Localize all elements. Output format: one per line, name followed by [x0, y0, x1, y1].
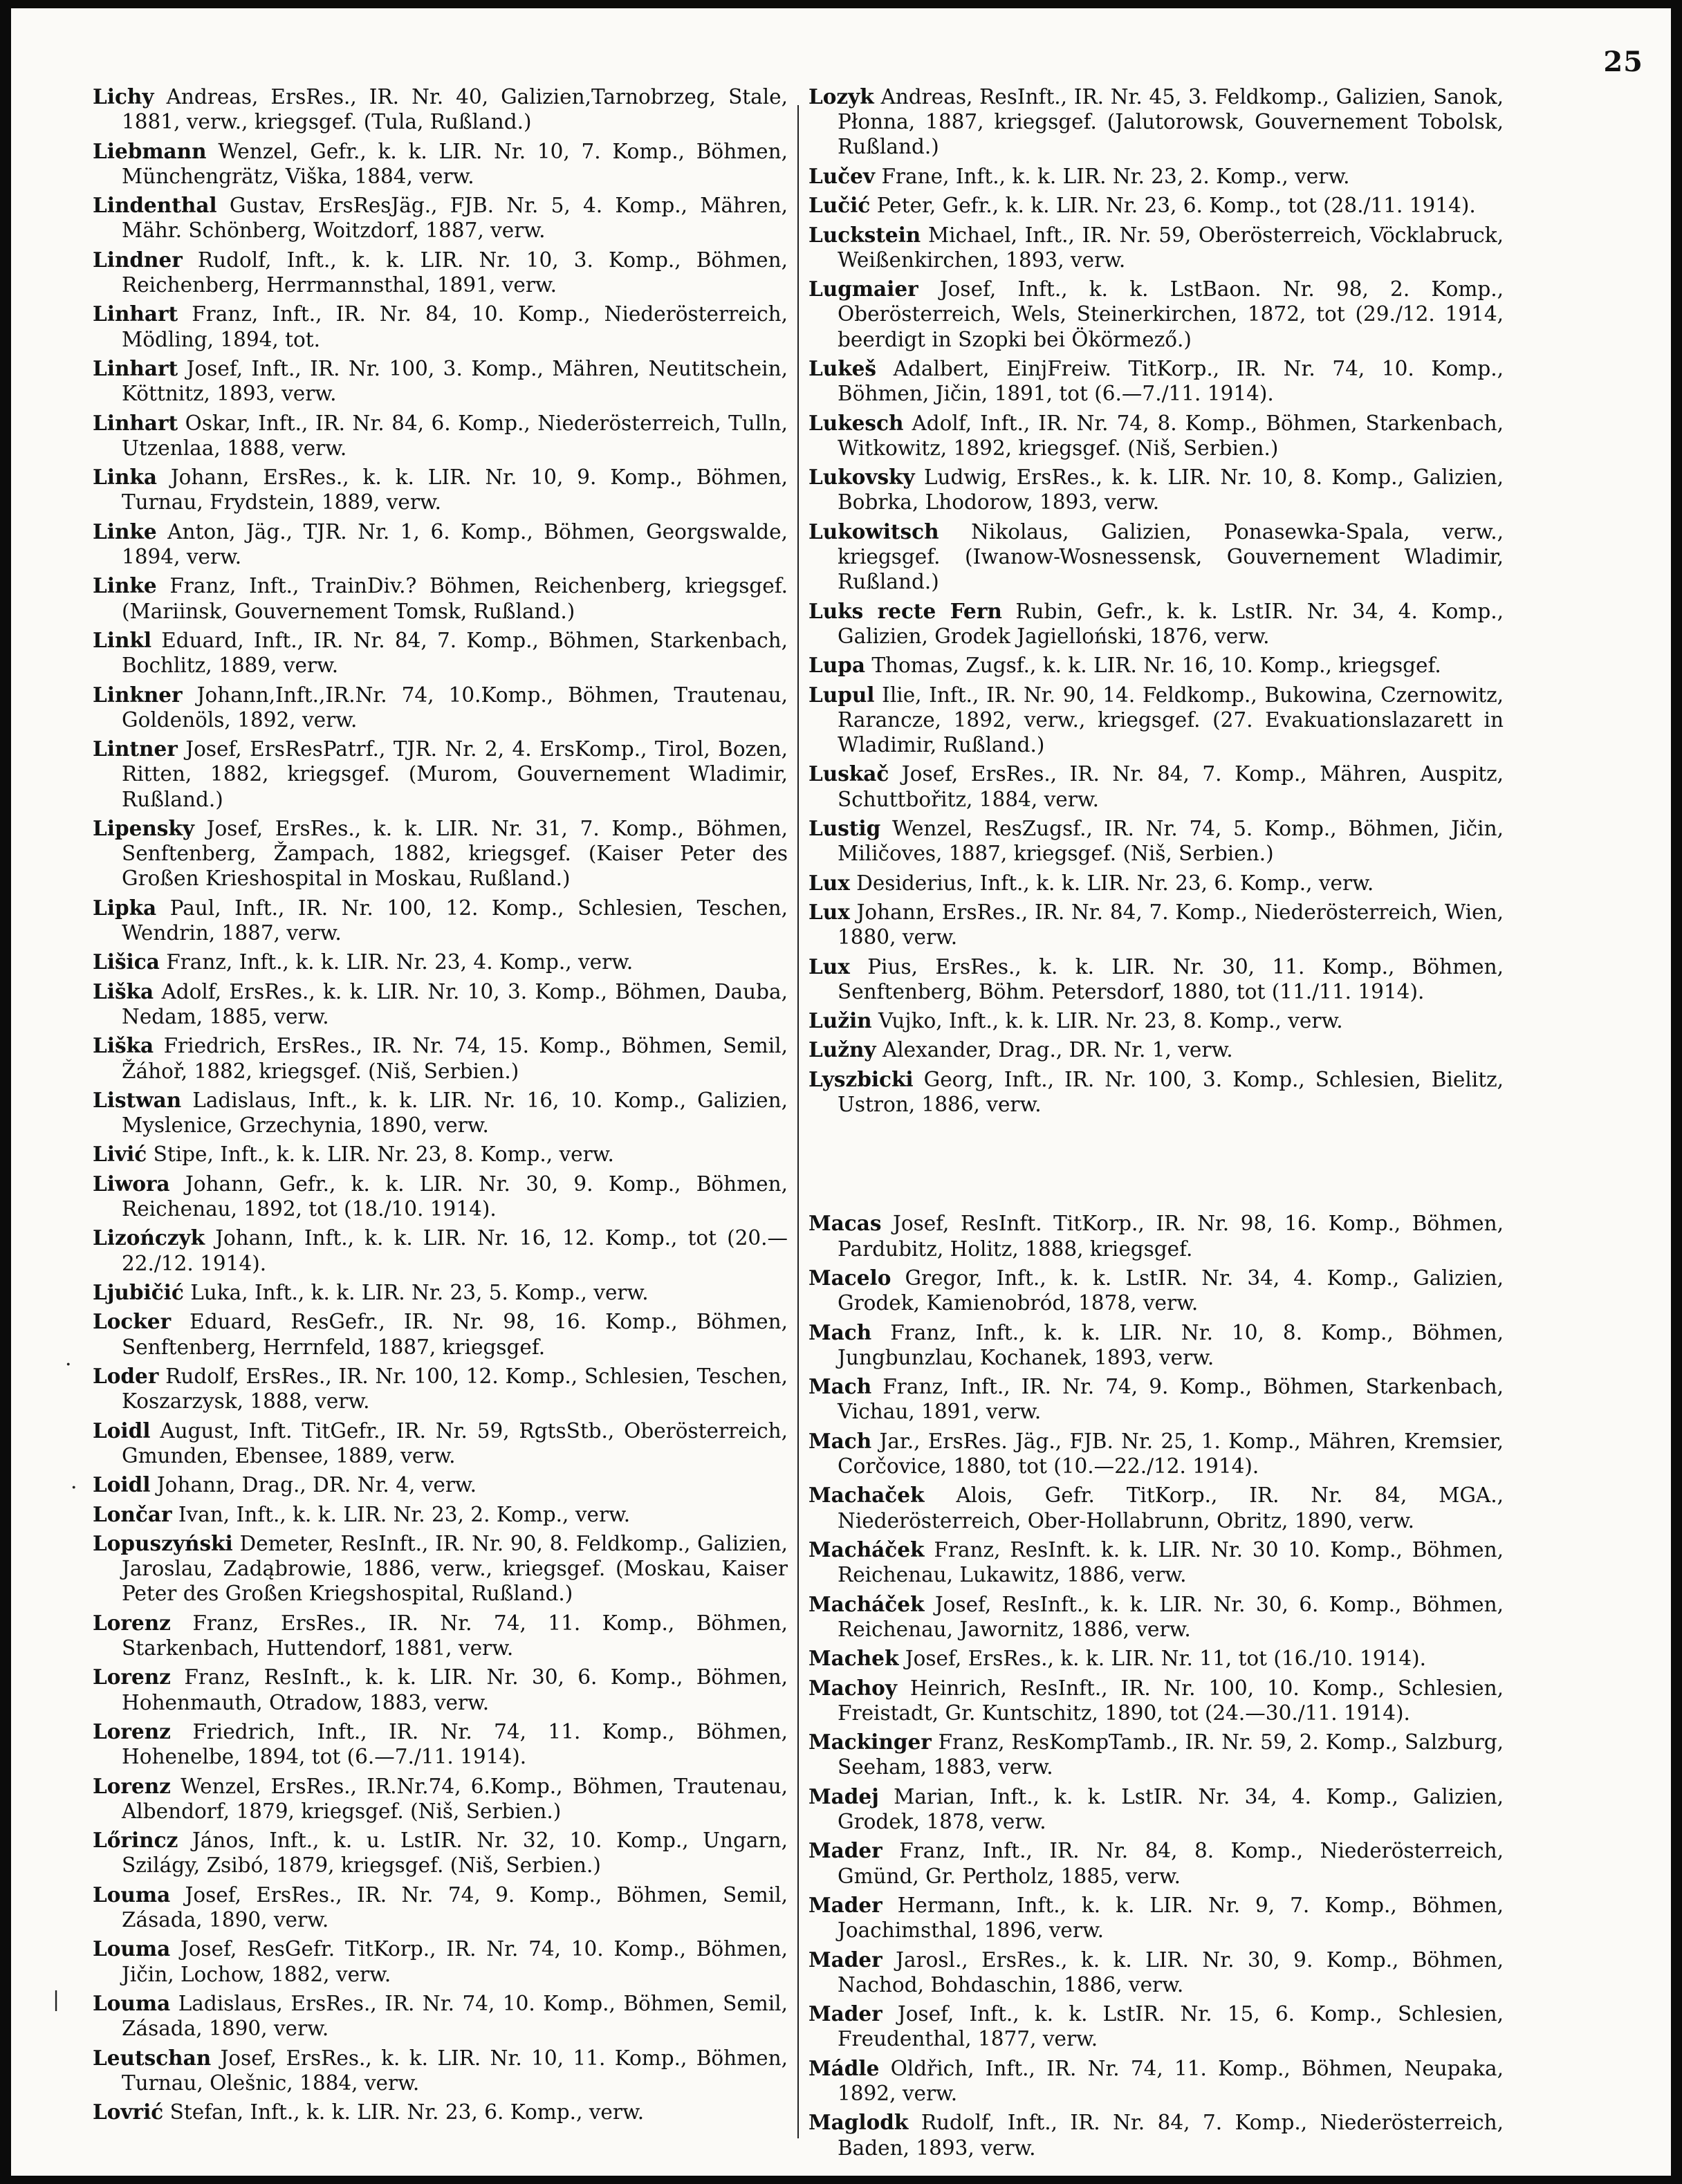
entry-details: Jarosl., ErsRes., k. k. LIR. Nr. 30, 9. Komp., Böhmen, Nachod, Bohdaschin, 1886, verw. [838, 1947, 1504, 1997]
entry-details: Frane, Inft., k. k. LIR. Nr. 23, 2. Komp., verw. [881, 164, 1350, 188]
entry-details: Desiderius, Inft., k. k. LIR. Nr. 23, 6. Komp., verw. [856, 871, 1374, 895]
register-entry [93, 573, 788, 623]
register-entry [808, 1037, 1504, 1062]
entry-surname: Lukovsky [808, 465, 915, 490]
entry-surname: Liwora [93, 1171, 170, 1196]
entry-surname: Mackinger [808, 1730, 932, 1755]
register-entry [93, 1142, 788, 1167]
entry-details: Gregor, Inft., k. k. LstIR. Nr. 34, 4. Komp., Galizien, Grodek, Kamienobród, 1878, verw. [838, 1266, 1504, 1315]
entry-details: Anton, Jäg., TJR. Nr. 1, 6. Komp., Böhmen, Georgswalde, 1894, verw. [122, 519, 788, 568]
entry-surname: Linhart [93, 355, 178, 380]
entry-details: Pius, ErsRes., k. k. LIR. Nr. 30, 11. Komp., Böhmen, Senftenberg, Böhm. Petersdorf, 1880, tot (11./11. 1914). [838, 954, 1504, 1003]
entry-surname: Macas [808, 1211, 882, 1236]
register-entry [93, 356, 788, 406]
register-entry [808, 1838, 1504, 1888]
entry-surname: Lovrić [93, 2100, 164, 2125]
entry-surname: Lipka [93, 895, 157, 920]
entry-details: Gustav, ErsResJäg., FJB. Nr. 5, 4. Komp., Mähren, Mähr. Schönberg, Woitzdorf, 1887, verw. [122, 194, 788, 243]
entry-surname: Lupul [808, 682, 875, 707]
entry-surname: Louma [93, 1882, 171, 1907]
entry-details: Franz, ResInft. k. k. LIR. Nr. 30 10. Komp., Böhmen, Reichenau, Lukawitz, 1886, verw. [838, 1538, 1504, 1587]
entry-details: Franz, ErsRes., IR. Nr. 74, 11. Komp., Böhmen, Starkenbach, Huttendorf, 1881, verw. [122, 1611, 788, 1660]
entry-surname: Lorenz [93, 1719, 171, 1743]
register-entry [93, 1719, 788, 1769]
entry-surname: Lux [808, 870, 850, 895]
entry-details: Hermann, Inft., k. k. LIR. Nr. 9, 7. Komp., Böhmen, Joachimsthal, 1896, verw. [838, 1893, 1504, 1943]
register-entry [808, 2110, 1504, 2160]
entry-details: Oskar, Inft., IR. Nr. 84, 6. Komp., Niederösterreich, Tulln, Utzenlaa, 1888, verw. [122, 411, 788, 460]
entry-details: Franz, Inft., IR. Nr. 74, 9. Komp., Böhmen, Starkenbach, Vichau, 1891, verw. [838, 1375, 1504, 1424]
entry-surname: Lux [808, 954, 850, 979]
entry-surname: Lugmaier [808, 277, 918, 302]
entry-details: Josef, Inft., k. k. LstBaon. Nr. 98, 2. Komp., Oberösterreich, Wels, Steinerkirchen, 1872, tot (29./12. 1914, beerdigt in Szopki bei Ökörmező.) [838, 277, 1504, 351]
entry-details: Josef, Inft., IR. Nr. 100, 3. Komp., Mähren, Neutitschein, Köttnitz, 1893, verw. [122, 356, 788, 406]
register-entry [808, 84, 1504, 160]
entry-details: Paul, Inft., IR. Nr. 100, 12. Komp., Schlesien, Teschen, Wendrin, 1887, verw. [122, 896, 788, 945]
entry-surname: Locker [93, 1309, 172, 1334]
register-entry [93, 193, 788, 243]
entry-details: Alois, Gefr. TitKorp., IR. Nr. 84, MGA., Niederösterreich, Ober-Hollabrunn, Obritz, 1890, verw. [838, 1483, 1504, 1533]
register-entry [808, 356, 1504, 406]
entry-surname: Macháček [808, 1537, 925, 1562]
register-entry [93, 1936, 788, 1986]
entry-details: Wenzel, ResZugsf., IR. Nr. 74, 5. Komp., Böhmen, Jičin, Miličoves, 1887, kriegsgef. (Niš, Serbien.) [838, 816, 1504, 866]
entry-surname: Lukesch [808, 410, 904, 435]
register-entry [808, 1008, 1504, 1033]
entry-details: Demeter, ResInft., IR. Nr. 90, 8. Feldkomp., Galizien, Jaroslau, Zadąbrowie, 1886, verw., kriegsgef. (Moskau, Kaiser Peter des Großen Kriegshospital, Rußland.) [122, 1532, 788, 1606]
entry-details: Josef, ErsRes., k. k. LIR. Nr. 31, 7. Komp., Böhmen, Senftenberg, Žampach, 1882, kriegsgef. (Kaiser Peter des Großen Krieshospital in Moskau, Rußland.) [122, 816, 788, 891]
register-entry [808, 1730, 1504, 1779]
entry-details: Stipe, Inft., k. k. LIR. Nr. 23, 8. Komp., verw. [153, 1142, 614, 1167]
register-entry [808, 1947, 1504, 1997]
register-entry [93, 1472, 788, 1497]
entry-details: Johann, ErsRes., k. k. LIR. Nr. 10, 9. Komp., Böhmen, Turnau, Frydstein, 1889, verw. [122, 465, 788, 515]
register-entry [808, 900, 1504, 950]
register-entry [93, 1172, 788, 1221]
entry-details: Johann, Gefr., k. k. LIR. Nr. 30, 9. Komp., Böhmen, Reichenau, 1892, tot (18./10. 1914). [122, 1172, 788, 1221]
right-column-l-section [808, 84, 1504, 1117]
register-entry [93, 979, 788, 1029]
entry-surname: Linkl [93, 627, 152, 652]
entry-details: Luka, Inft., k. k. LIR. Nr. 23, 5. Komp., verw. [190, 1281, 649, 1305]
register-entry [808, 599, 1504, 649]
entry-surname: Lindenthal [93, 193, 217, 218]
register-entry [93, 1364, 788, 1414]
entry-details: Stefan, Inft., k. k. LIR. Nr. 23, 6. Komp., verw. [169, 2100, 645, 2125]
right-column-m-section [808, 1211, 1504, 2160]
entry-surname: Lopuszyński [93, 1531, 233, 1556]
register-entry [93, 950, 788, 974]
register-entry [93, 2100, 788, 2125]
entry-surname: Loder [93, 1364, 159, 1389]
register-entry [93, 1774, 788, 1824]
entry-surname: Liška [93, 1033, 154, 1058]
register-entry [808, 193, 1504, 218]
entry-surname: Lux [808, 899, 850, 924]
entry-details: Josef, ResGefr. TitKorp., IR. Nr. 74, 10. Komp., Böhmen, Jičin, Lochow, 1882, verw. [122, 1937, 788, 1986]
margin-bar-mark: | [53, 1988, 60, 2012]
register-entry [808, 411, 1504, 461]
register-entry [93, 465, 788, 515]
entry-details: Michael, Inft., IR. Nr. 59, Oberösterreich, Vöcklabruck, Weißenkirchen, 1893, verw. [838, 223, 1504, 272]
register-entry [93, 1665, 788, 1714]
entry-details: Franz, Inft., TrainDiv.? Böhmen, Reichenberg, kriegsgef. (Mariinsk, Gouvernement Tomsk, Rußland.) [122, 574, 788, 623]
register-entry [93, 1828, 788, 1878]
entry-surname: Mader [808, 1947, 882, 1972]
entry-surname: Machek [808, 1646, 899, 1671]
entry-surname: Louma [93, 1936, 171, 1961]
entry-surname: Linhart [93, 410, 178, 435]
entry-details: Franz, ResKompTamb., IR. Nr. 59, 2. Komp., Salzburg, Seeham, 1883, verw. [838, 1730, 1504, 1779]
entry-details: Adalbert, EinjFreiw. TitKorp., IR. Nr. 74, 10. Komp., Böhmen, Jičin, 1891, tot (6.—7./11. 1914). [838, 356, 1504, 406]
entry-details: Rudolf, Inft., IR. Nr. 84, 7. Komp., Niederösterreich, Baden, 1893, verw. [838, 2111, 1504, 2160]
entry-surname: Mach [808, 1374, 872, 1399]
entry-surname: Lupa [808, 653, 865, 678]
register-entry [808, 1067, 1504, 1117]
entry-details: Franz, ResInft., k. k. LIR. Nr. 30, 6. Komp., Böhmen, Hohenmauth, Otradow, 1883, verw. [122, 1665, 788, 1714]
entry-details: Friedrich, Inft., IR. Nr. 74, 11. Komp., Böhmen, Hohenelbe, 1894, tot (6.—7./11. 1914). [122, 1720, 788, 1769]
entry-surname: Lustig [808, 815, 881, 840]
entry-surname: Linke [93, 519, 157, 544]
register-entry [93, 1991, 788, 2041]
entry-details: Peter, Gefr., k. k. LIR. Nr. 23, 6. Komp., tot (28./11. 1914). [876, 194, 1476, 218]
entry-details: Rudolf, Inft., k. k. LIR. Nr. 10, 3. Komp., Böhmen, Reichenberg, Herrmannsthal, 1891, verw. [122, 248, 788, 297]
register-entry [93, 1225, 788, 1275]
entry-details: Josef, ErsRes., IR. Nr. 74, 9. Komp., Böhmen, Semil, Zásada, 1890, verw. [122, 1882, 788, 1932]
entry-details: Johann, Drag., DR. Nr. 4, verw. [156, 1473, 477, 1497]
margin-dot-mark: · [71, 1476, 77, 1500]
entry-details: Josef, Inft., k. k. LstIR. Nr. 15, 6. Komp., Schlesien, Freudenthal, 1877, verw. [838, 2002, 1504, 2051]
entry-details: Marian, Inft., k. k. LstIR. Nr. 34, 4. Komp., Galizien, Grodek, 1878, verw. [838, 1784, 1504, 1833]
entry-details: Wenzel, Gefr., k. k. LIR. Nr. 10, 7. Komp., Böhmen, Münchengrätz, Viška, 1884, verw. [122, 139, 788, 188]
entry-details: János, Inft., k. u. LstIR. Nr. 32, 10. Komp., Ungarn, Szilágy, Zsibó, 1879, kriegsgef. (Niš, Serbien.) [122, 1829, 788, 1878]
register-entry [808, 954, 1504, 1004]
entry-surname: Lužny [808, 1037, 876, 1062]
register-entry [808, 1374, 1504, 1424]
register-entry [808, 761, 1504, 811]
entry-details: Jar., ErsRes. Jäg., FJB. Nr. 25, 1. Komp., Mähren, Kremsier, Corčovice, 1880, tot (10.—22./12. 1914). [838, 1429, 1504, 1479]
entry-surname: Lőrincz [93, 1828, 178, 1853]
left-column [93, 84, 788, 2129]
entry-details: Josef, ErsRes., IR. Nr. 84, 7. Komp., Mähren, Auspitz, Schuttbořitz, 1884, verw. [838, 762, 1504, 811]
entry-surname: Lukowitsch [808, 519, 939, 544]
entry-surname: Lindner [93, 247, 183, 272]
entry-details: Ivan, Inft., k. k. LIR. Nr. 23, 2. Komp., verw. [178, 1502, 631, 1526]
entry-details: Ladislaus, ErsRes., IR. Nr. 74, 10. Komp., Böhmen, Semil, Zásada, 1890, verw. [122, 1991, 788, 2041]
register-entry [93, 1280, 788, 1305]
register-entry [808, 871, 1504, 896]
register-entry [93, 302, 788, 351]
register-entry [808, 519, 1504, 595]
entry-surname: Maglodk [808, 2110, 909, 2135]
entry-details: Franz, Inft., k. k. LIR. Nr. 23, 4. Komp., verw. [166, 950, 634, 974]
column-divider [797, 105, 799, 2138]
register-entry [808, 2001, 1504, 2051]
register-entry [808, 1320, 1504, 1370]
entry-details: Andreas, ErsRes., IR. Nr. 40, Galizien,Tarnobrzeg, Stale, 1881, verw., kriegsgef. (Tula, Rußland.) [122, 85, 788, 134]
entry-surname: Mach [808, 1428, 872, 1453]
entry-surname: Lučev [808, 163, 876, 188]
margin-dot-mark: · [65, 1353, 72, 1377]
register-entry [93, 816, 788, 891]
register-entry [808, 1893, 1504, 1943]
entry-surname: Ljubičić [93, 1280, 184, 1305]
entry-surname: Mádle [808, 2055, 880, 2080]
register-entry [808, 164, 1504, 189]
register-entry [808, 1266, 1504, 1315]
entry-details: Friedrich, ErsRes., IR. Nr. 74, 15. Komp., Böhmen, Semil, Žáhoř, 1882, kriegsgef. (Niš, Serbien.) [122, 1034, 788, 1083]
entry-details: Franz, Inft., IR. Nr. 84, 10. Komp., Niederösterreich, Mödling, 1894, tot. [122, 302, 788, 351]
entry-surname: Linhart [93, 302, 178, 326]
register-entry [808, 1483, 1504, 1533]
entry-surname: Lučić [808, 193, 871, 218]
register-entry [808, 683, 1504, 758]
entry-surname: Linke [93, 573, 157, 598]
entry-surname: Madej [808, 1784, 879, 1808]
register-entry [93, 1882, 788, 1932]
entry-details: August, Inft. TitGefr., IR. Nr. 59, RgtsStb., Oberösterreich, Gmunden, Ebensee, 1889, verw. [122, 1418, 788, 1468]
entry-details: Nikolaus, Galizien, Ponasewka-Spala, verw., kriegsgef. (Iwanow-Wosnessensk, Gouvernement Wladimir, Rußland.) [838, 519, 1504, 594]
register-entry [808, 1592, 1504, 1642]
entry-details: Rubin, Gefr., k. k. LstIR. Nr. 34, 4. Komp., Galizien, Grodek Jagielloński, 1876, verw. [838, 599, 1504, 648]
register-entry [808, 1676, 1504, 1725]
register-entry [93, 2046, 788, 2095]
entry-details: Ludwig, ErsRes., k. k. LIR. Nr. 10, 8. Komp., Galizien, Bobrka, Lhodorow, 1893, verw. [838, 465, 1504, 515]
entry-surname: Lichy [93, 84, 154, 109]
entry-surname: Mader [808, 2001, 882, 2026]
entry-surname: Mader [808, 1838, 882, 1863]
entry-surname: Lorenz [93, 1773, 171, 1798]
register-entry [93, 84, 788, 134]
entry-surname: Macelo [808, 1266, 891, 1290]
register-entry [93, 1502, 788, 1527]
register-entry [93, 1531, 788, 1607]
register-entry [808, 816, 1504, 866]
entry-surname: Lintner [93, 737, 178, 761]
entry-surname: Mader [808, 1892, 882, 1917]
entry-surname: Mach [808, 1320, 872, 1344]
register-entry [808, 1429, 1504, 1479]
entry-surname: Lipensky [93, 815, 194, 840]
entry-surname: Luskač [808, 761, 889, 786]
register-entry [93, 1088, 788, 1138]
section-gap [808, 1121, 1504, 1211]
entry-surname: Lončar [93, 1501, 172, 1526]
entry-surname: Liška [93, 979, 154, 1003]
entry-details: Franz, Inft., IR. Nr. 84, 8. Komp., Niederösterreich, Gmünd, Gr. Pertholz, 1885, verw. [838, 1839, 1504, 1888]
entry-details: Georg, Inft., IR. Nr. 100, 3. Komp., Schlesien, Bielitz, Ustron, 1886, verw. [838, 1067, 1504, 1117]
entry-surname: Lozyk [808, 84, 874, 109]
entry-surname: Lišica [93, 950, 160, 974]
register-entry [808, 1646, 1504, 1671]
entry-details: Ladislaus, Inft., k. k. LIR. Nr. 16, 10. Komp., Galizien, Myslenice, Grzechynia, 1890, verw. [122, 1088, 788, 1138]
register-entry [93, 1033, 788, 1083]
register-entry [93, 1309, 788, 1359]
right-column [808, 84, 1504, 2165]
entry-surname: Luks recte Fern [808, 598, 1002, 623]
register-entry [93, 737, 788, 812]
entry-details: Vujko, Inft., k. k. LIR. Nr. 23, 8. Komp., verw. [878, 1009, 1343, 1033]
entry-details: Josef, ErsRes., k. k. LIR. Nr. 11, tot (16./10. 1914). [905, 1647, 1426, 1671]
entry-surname: Macháček [808, 1591, 925, 1616]
register-entry [808, 1784, 1504, 1834]
register-entry [93, 411, 788, 461]
register-entry [808, 1537, 1504, 1587]
entry-surname: Louma [93, 1990, 171, 2015]
entry-surname: Leutschan [93, 2045, 212, 2070]
register-entry [808, 223, 1504, 272]
register-entry [93, 1611, 788, 1660]
entry-details: Eduard, ResGefr., IR. Nr. 98, 16. Komp., Böhmen, Senftenberg, Herrnfeld, 1887, kriegsgef. [122, 1310, 788, 1359]
entry-surname: Lorenz [93, 1610, 171, 1635]
entry-surname: Lizończyk [93, 1225, 205, 1250]
entry-details: Adolf, ErsRes., k. k. LIR. Nr. 10, 3. Komp., Böhmen, Dauba, Nedam, 1885, verw. [122, 979, 788, 1028]
entry-surname: Lužin [808, 1008, 872, 1033]
entry-surname: Lyszbicki [808, 1066, 914, 1091]
entry-surname: Machoy [808, 1675, 897, 1700]
page-number: 25 [1603, 46, 1643, 78]
entry-details: Josef, ResInft. TitKorp., IR. Nr. 98, 16. Komp., Böhmen, Pardubitz, Holitz, 1888, kriegsgef. [838, 1212, 1504, 1261]
entry-details: Rudolf, ErsRes., IR. Nr. 100, 12. Komp., Schlesien, Teschen, Koszarzysk, 1888, verw. [122, 1364, 788, 1414]
register-entry [808, 277, 1504, 352]
entry-details: Josef, ResInft., k. k. LIR. Nr. 30, 6. Komp., Böhmen, Reichenau, Jawornitz, 1886, verw. [838, 1592, 1504, 1641]
entry-surname: Liebmann [93, 138, 207, 163]
entry-details: Josef, ErsResPatrf., TJR. Nr. 2, 4. ErsKomp., Tirol, Bozen, Ritten, 1882, kriegsgef. (Murom, Gouvernement Wladimir, Rußland.) [122, 737, 788, 811]
register-entry [93, 1418, 788, 1468]
register-entry [808, 2056, 1504, 2106]
register-entry [93, 248, 788, 297]
entry-surname: Livić [93, 1142, 147, 1167]
entry-details: Adolf, Inft., IR. Nr. 74, 8. Komp., Böhmen, Starkenbach, Witkowitz, 1892, kriegsgef. (Niš, Serbien.) [838, 411, 1504, 460]
entry-details: Johann, ErsRes., IR. Nr. 84, 7. Komp., Niederösterreich, Wien, 1880, verw. [838, 900, 1504, 950]
register-entry [93, 139, 788, 189]
entry-surname: Lukeš [808, 355, 877, 380]
entry-surname: Linka [93, 465, 157, 490]
entry-details: Ilie, Inft., IR. Nr. 90, 14. Feldkomp., Bukowina, Czernowitz, Rarancze, 1892, verw., kriegsgef. (27. Evakuationslazarett in Wladimir, Rußland.) [838, 683, 1504, 757]
register-entry [93, 628, 788, 678]
entry-details: Eduard, Inft., IR. Nr. 84, 7. Komp., Böhmen, Starkenbach, Bochlitz, 1889, verw. [122, 628, 788, 678]
entry-surname: Loidl [93, 1472, 151, 1497]
entry-details: Alexander, Drag., DR. Nr. 1, verw. [882, 1038, 1233, 1062]
entry-details: Johann,Inft.,IR.Nr. 74, 10.Komp., Böhmen, Trautenau, Goldenöls, 1892, verw. [122, 683, 788, 732]
register-entry [808, 465, 1504, 515]
entry-surname: Linkner [93, 682, 183, 707]
register-entry [808, 1211, 1504, 1261]
register-entry [808, 653, 1504, 678]
entry-surname: Loidl [93, 1418, 151, 1443]
register-entry [93, 683, 788, 732]
entry-details: Josef, ErsRes., k. k. LIR. Nr. 10, 11. Komp., Böhmen, Turnau, Olešnic, 1884, verw. [122, 2046, 788, 2095]
entry-details: Franz, Inft., k. k. LIR. Nr. 10, 8. Komp., Böhmen, Jungbunzlau, Kochanek, 1893, verw. [838, 1320, 1504, 1369]
entry-details: Thomas, Zugsf., k. k. LIR. Nr. 16, 10. Komp., kriegsgef. [871, 654, 1441, 678]
entry-details: Johann, Inft., k. k. LIR. Nr. 16, 12. Komp., tot (20.—22./12. 1914). [122, 1226, 788, 1275]
entry-details: Wenzel, ErsRes., IR.Nr.74, 6.Komp., Böhmen, Trautenau, Albendorf, 1879, kriegsgef. (Niš, Serbien.) [122, 1774, 788, 1823]
entry-surname: Machaček [808, 1483, 925, 1508]
register-entry [93, 896, 788, 945]
register-entry [93, 519, 788, 569]
document-page [11, 8, 1671, 2176]
entry-details: Oldřich, Inft., IR. Nr. 74, 11. Komp., Böhmen, Neupaka, 1892, verw. [838, 2056, 1504, 2105]
entry-surname: Listwan [93, 1087, 182, 1112]
entry-surname: Luckstein [808, 222, 921, 247]
entry-surname: Lorenz [93, 1665, 171, 1690]
entry-details: Heinrich, ResInft., IR. Nr. 100, 10. Komp., Schlesien, Freistadt, Gr. Kuntschitz, 1890, tot (24.—30./11. 1914). [838, 1676, 1504, 1725]
entry-details: Andreas, ResInft., IR. Nr. 45, 3. Feldkomp., Galizien, Sanok, Płonna, 1887, kriegsgef. (Jalutorowsk, Gouvernement Tobolsk, Rußland.) [838, 85, 1504, 159]
